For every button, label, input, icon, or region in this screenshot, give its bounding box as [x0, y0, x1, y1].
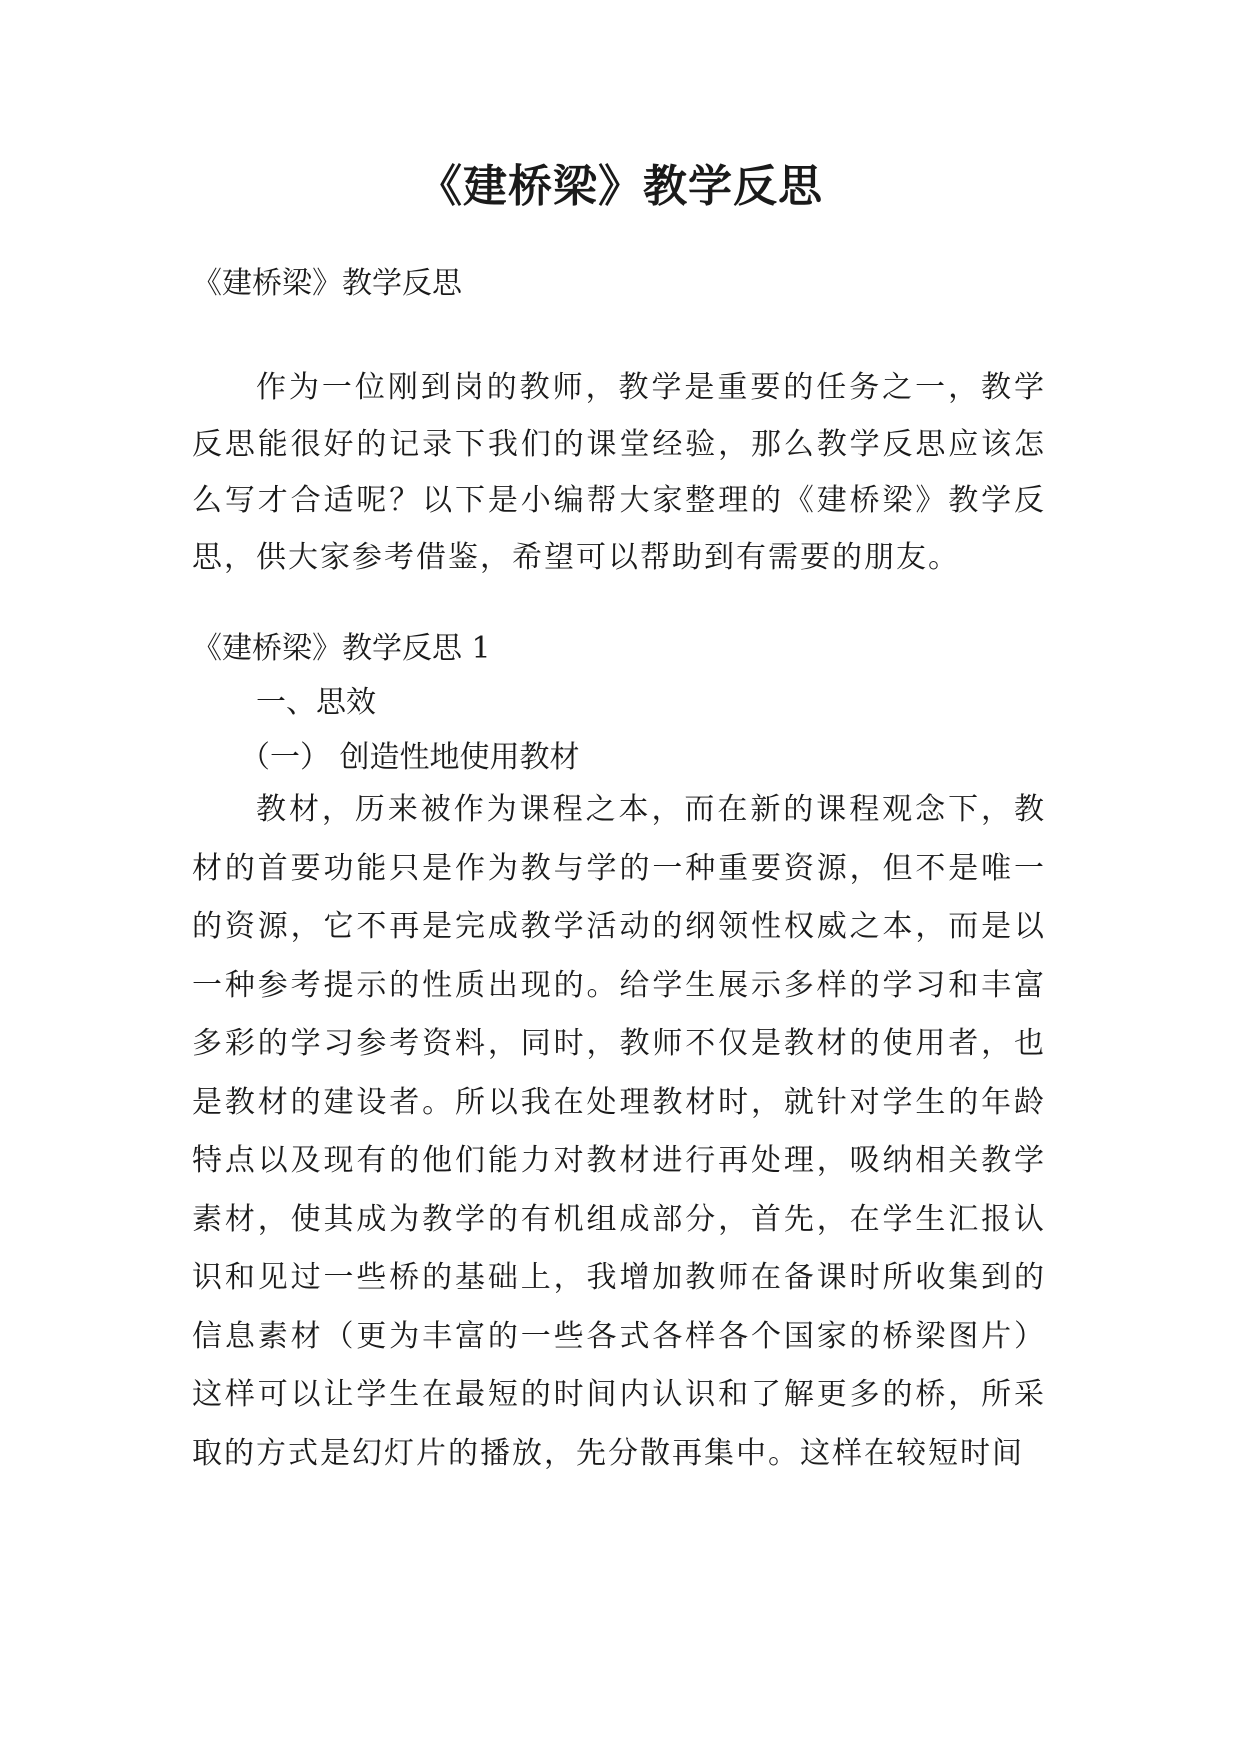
section-heading-2: （一） 创造性地使用教材 — [240, 740, 580, 775]
intro-paragraph: 作为一位刚到岗的教师，教学是重要的任务之一，教学反思能很好的记录下我们的课堂经验，那么教学反思应该怎么写才合适呢？以下是小编帮大家整理的《建桥梁》教学反思，供大家参考借鉴，希望可以帮助到有需要的朋友。 — [192, 370, 1046, 575]
section-heading-1: 一、思效 — [256, 685, 376, 720]
section-title: 《建桥梁》教学反思 1 — [192, 631, 491, 666]
document-title: 《建桥梁》教学反思 — [418, 161, 823, 212]
document-subtitle: 《建桥梁》教学反思 — [192, 266, 462, 301]
body-paragraph: 教材，历来被作为课程之本，而在新的课程观念下，教材的首要功能只是作为教与学的一种重要资源，但不是唯一的资源，它不再是完成教学活动的纲领性权威之本，而是以一种参考提示的性质出现的。给学生展示多样的学习和丰富多彩的学习参考资料，同时，教师不仅是教材的使用者，也是教材的建设者。所以我在处理教材时，就针对学生的年龄特点以及现有的他们能力对教材进行再处理，吸纳相关教学素材，使其成为教学的有机组成部分，首先，在学生汇报认识和见过一些桥的基础上，我增加教师在备课时所收集到的信息素材（更为丰富的一些各式各样各个国家的桥梁图片）这样可以让学生在最短的时间内认识和了解更多的桥，所采取的方式是幻灯片的播放，先分散再集中。这样在较短时间 — [192, 792, 1046, 1471]
